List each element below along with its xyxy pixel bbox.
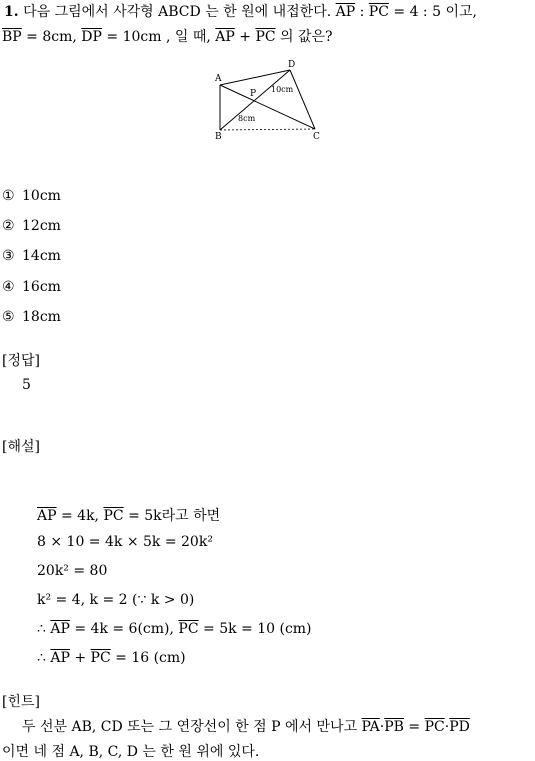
segment-pc: $\overline{PC}$	[368, 4, 389, 20]
choice-2-mark: ②	[2, 218, 15, 234]
choice-2[interactable]	[2, 218, 61, 234]
exp-segment-pc: $\overline{PC}$	[103, 508, 124, 524]
hint-equals: =	[408, 719, 421, 735]
answer-value: 5	[22, 377, 31, 393]
explanation-line-4: k² = 4, k = 2 (∵ k > 0)	[37, 592, 195, 608]
label-bp-length: 8cm	[238, 114, 256, 123]
therefore-symbol: ∴	[37, 621, 46, 637]
exp-l5-b: = 4k = 6(cm),	[74, 621, 174, 637]
segment-ad	[220, 70, 290, 85]
choice-3[interactable]	[2, 248, 61, 264]
hint-heading: [힌트]	[2, 694, 40, 710]
label-d: D	[288, 60, 296, 70]
dp-value: = 10cm , 일 때,	[106, 29, 211, 45]
segment-pc-2: $\overline{PC}$	[255, 29, 276, 45]
question-tail: 의 값은?	[280, 29, 333, 45]
segment-ap: $\overline{AP}$	[335, 4, 356, 20]
choice-4-text: 16cm	[22, 279, 61, 295]
exp-segment-ap: $\overline{AP}$	[37, 508, 57, 524]
exp-l1-mid: = 4k,	[60, 508, 100, 524]
exp-l5-c: = 5k = 10 (cm)	[203, 621, 312, 637]
quadrilateral-figure	[205, 58, 330, 146]
hint-segment-pd: $\overline{PD}$	[449, 719, 470, 735]
bp-value: = 8cm,	[26, 29, 77, 45]
hint-segment-pc: $\overline{PC}$	[424, 719, 445, 735]
hint-dot-1: ·	[379, 719, 385, 735]
label-dp-length: 10cm	[271, 85, 294, 94]
hint-line-1	[22, 716, 470, 736]
choice-3-mark: ③	[2, 248, 15, 264]
exp-l6-plus: +	[74, 650, 87, 666]
choice-3-text: 14cm	[22, 248, 61, 264]
question-line-2	[2, 26, 333, 46]
segment-ap-2: $\overline{AP}$	[215, 29, 235, 45]
hint-text-1: 두 선분 AB, CD 또는 그 연장선이 한 점 P 에서 만나고	[22, 719, 358, 735]
segment-dp: $\overline{DP}$	[81, 29, 102, 45]
hint-segment-pa: $\overline{PA}$	[361, 719, 380, 735]
choice-1-text: 10cm	[22, 188, 61, 204]
segment-bp: $\overline{BP}$	[2, 29, 22, 45]
explanation-line-1	[37, 505, 220, 525]
explanation-line-5	[37, 621, 312, 637]
hint-line-2: 이면 네 점 A, B, C, D 는 한 원 위에 있다.	[2, 744, 260, 760]
question-text-a: 다음 그림에서 사각형 ABCD 는 한 원에 내접한다.	[23, 4, 332, 20]
plus-sign: +	[239, 29, 251, 45]
choice-4[interactable]	[2, 279, 61, 295]
exp-l5-ap: $\overline{AP}$	[50, 621, 70, 637]
label-c: C	[313, 132, 320, 142]
exp-l6-c: = 16 (cm)	[115, 650, 186, 666]
explanation-line-3: 20k² = 80	[37, 563, 108, 579]
explanation-line-2: 8 × 10 = 4k × 5k = 20k²	[37, 534, 213, 550]
colon: :	[359, 4, 365, 20]
answer-heading: [정답]	[2, 353, 40, 369]
diagonal-ac	[220, 85, 315, 129]
segment-bc	[220, 129, 315, 130]
exp-l6-ap: $\overline{AP}$	[50, 650, 70, 666]
choice-5-text: 18cm	[22, 309, 61, 325]
question-line-1	[4, 1, 477, 21]
explanation-heading: [해설]	[2, 439, 40, 455]
exp-l5-pc: $\overline{PC}$	[178, 621, 199, 637]
question-number: 1.	[4, 4, 19, 20]
exp-l1-tail: = 5k라고 하면	[128, 508, 221, 524]
hint-dot-2: ·	[444, 719, 450, 735]
explanation-line-6	[37, 650, 186, 666]
label-p: P	[250, 89, 257, 99]
choice-1-mark: ①	[2, 188, 15, 204]
choice-4-mark: ④	[2, 279, 15, 295]
choice-1[interactable]	[2, 188, 61, 204]
choice-5-mark: ⑤	[2, 309, 15, 325]
choice-5[interactable]	[2, 309, 61, 325]
exp-l6-pc: $\overline{PC}$	[90, 650, 111, 666]
hint-segment-pb: $\overline{PB}$	[384, 719, 404, 735]
label-a: A	[215, 74, 222, 84]
choice-2-text: 12cm	[22, 218, 61, 234]
segment-dc	[290, 70, 315, 129]
ratio-text: = 4 : 5 이고,	[393, 4, 477, 20]
label-b: B	[215, 132, 222, 142]
therefore-symbol-2: ∴	[37, 650, 46, 666]
